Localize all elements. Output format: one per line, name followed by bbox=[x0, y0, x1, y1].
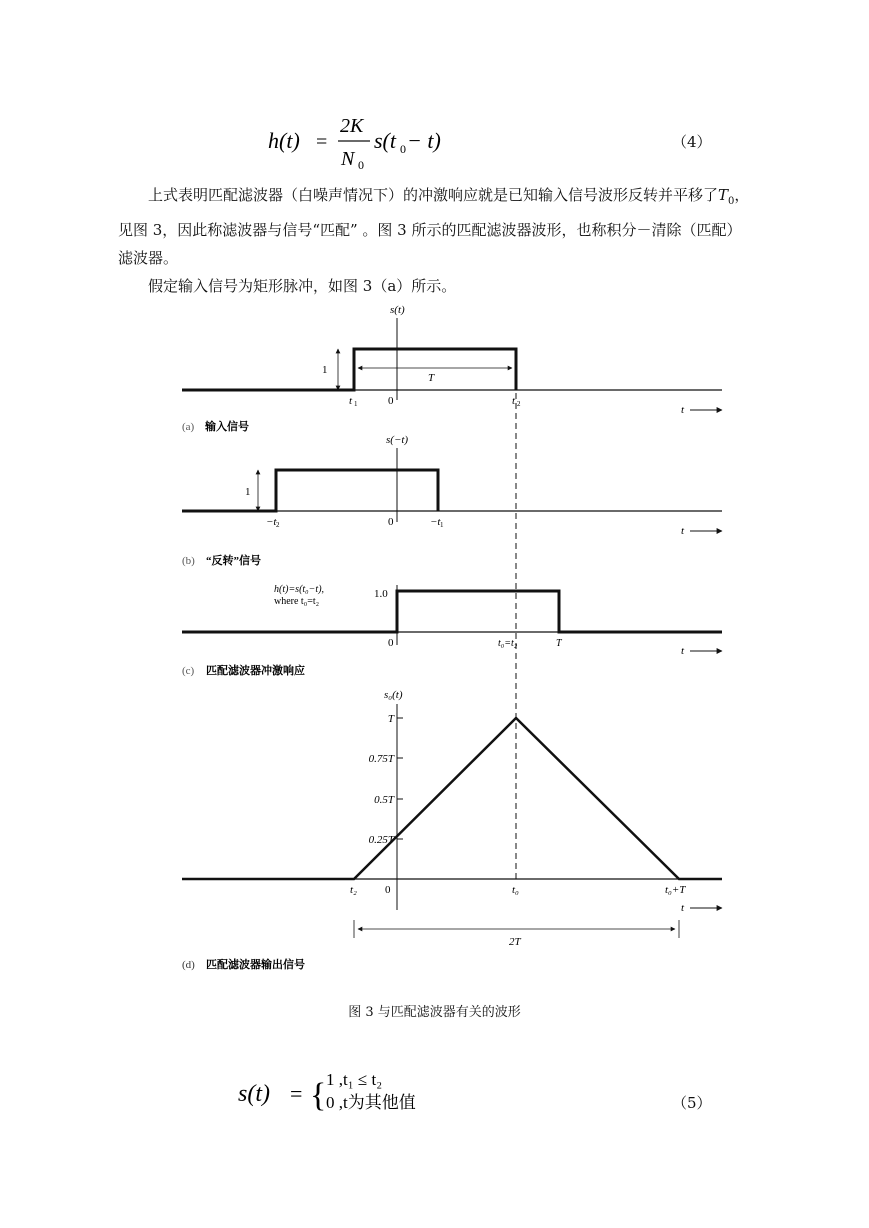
panel-b-zero: 0 bbox=[388, 516, 394, 528]
panel-c-level: 1.0 bbox=[374, 588, 388, 600]
panel-b-mt2-sub: 2 bbox=[276, 521, 280, 529]
eq4-numerator: 2K bbox=[340, 115, 364, 137]
panel-a-zero: 0 bbox=[388, 395, 394, 407]
eq5-case1: 1 ,t₁ ≤ t₂ bbox=[326, 1070, 383, 1089]
panel-d-t-axis: t bbox=[681, 902, 685, 914]
panel-d-tick-025T: 0.25T bbox=[368, 834, 394, 846]
panel-a-t-axis: t bbox=[681, 404, 685, 416]
panel-d-ylabel: s₀(t) bbox=[384, 689, 403, 701]
panel-c-label2: where t₀=t₂ bbox=[274, 596, 320, 607]
panel-c-caption-letter: (c) bbox=[182, 665, 195, 677]
panel-a-caption-letter: (a) bbox=[182, 421, 195, 433]
eq4-equals: = bbox=[316, 131, 328, 153]
para1-T0: T bbox=[718, 186, 729, 204]
panel-c-caption: 匹配滤波器冲激响应 bbox=[206, 665, 305, 677]
panel-a-t2-sub: 2 bbox=[517, 400, 521, 408]
panel-d-t2: t₂ bbox=[350, 884, 357, 896]
panel-b-ylabel: s(−t) bbox=[386, 434, 409, 446]
panel-c-zero: 0 bbox=[388, 637, 394, 649]
panel-d-zero: 0 bbox=[385, 884, 391, 896]
eq5-brace: { bbox=[310, 1077, 327, 1114]
panel-c-t-axis: t bbox=[681, 645, 685, 657]
panel-d-tick-T: T bbox=[387, 713, 394, 725]
panel-c-t0eq: t₀=t₂ bbox=[498, 638, 518, 649]
panel-a-ylabel: s(t) bbox=[390, 304, 405, 316]
eq4-denominator: N bbox=[341, 148, 355, 170]
eq5-case2: 0 ,t为其他值 bbox=[326, 1093, 416, 1112]
panel-d-t0T: t₀+T bbox=[665, 884, 686, 896]
panel-a-t1: t bbox=[349, 395, 353, 407]
panel-c-T: T bbox=[556, 638, 562, 649]
para2-text: 假定输入信号为矩形脉冲，如图 3（a）所示。 bbox=[148, 277, 457, 295]
equation-5-svg bbox=[238, 1064, 538, 1124]
eq4-rhs-post: − t) bbox=[407, 128, 441, 153]
eq4-rhs-pre: s(t bbox=[374, 128, 396, 153]
panel-d-tick-05T: 0.5T bbox=[374, 794, 394, 806]
panel-a-one: 1 bbox=[322, 364, 328, 376]
panel-d-caption-letter: (d) bbox=[182, 959, 195, 971]
equation-5 bbox=[238, 1064, 538, 1124]
panel-c-label1: h(t)=s(t₀−t), bbox=[274, 584, 325, 595]
eq4-den-sub: 0 bbox=[358, 158, 364, 170]
panel-b-mt1-sub: 1 bbox=[440, 521, 444, 529]
panel-a-t2: t bbox=[512, 395, 516, 407]
panel-b-caption: “反转”信号 bbox=[206, 555, 261, 567]
eq5-equals: = bbox=[290, 1081, 303, 1106]
para1-T0-sub: 0 bbox=[728, 196, 735, 207]
panel-d-span: 2T bbox=[509, 936, 521, 948]
panel-a-caption: 输入信号 bbox=[205, 421, 249, 433]
para1-text-a: 上式表明匹配滤波器（白噪声情况下）的冲激响应就是已知输入信号波形反转并平移了 bbox=[148, 186, 719, 204]
panel-a-T: T bbox=[428, 372, 435, 384]
panel-b-caption-letter: (b) bbox=[182, 555, 195, 567]
eq4-rhs-sub: 0 bbox=[400, 142, 406, 156]
panel-b-one: 1 bbox=[245, 486, 251, 498]
panel-b-mt1: −t bbox=[430, 516, 441, 528]
eq5-lhs: s(t) bbox=[238, 1081, 270, 1107]
eq5-number: （5） bbox=[672, 1094, 712, 1112]
panel-d-caption: 匹配滤波器输出信号 bbox=[206, 959, 305, 971]
panel-d-t0: t₀ bbox=[512, 884, 519, 896]
panel-d bbox=[182, 689, 722, 971]
figure-caption: 图 3 与匹配滤波器有关的波形 bbox=[348, 1005, 521, 1020]
eq4-number: （4） bbox=[672, 133, 712, 151]
panel-a-t1-sub: 1 bbox=[354, 400, 358, 408]
panel-d-tick-075T: 0.75T bbox=[368, 753, 394, 765]
panel-c bbox=[182, 584, 722, 677]
panel-b bbox=[182, 434, 722, 567]
para1-text-b: ，见图 3，因此称滤波器与信号“匹配” 。图 3 所示的匹配滤波器波形，也称积分－清除（匹配）滤波器。 bbox=[118, 186, 750, 267]
panel-b-mt2: −t bbox=[266, 516, 277, 528]
eq4-lhs: h(t) bbox=[268, 128, 300, 153]
panel-b-t-axis: t bbox=[681, 525, 685, 537]
panel-a bbox=[182, 304, 722, 433]
